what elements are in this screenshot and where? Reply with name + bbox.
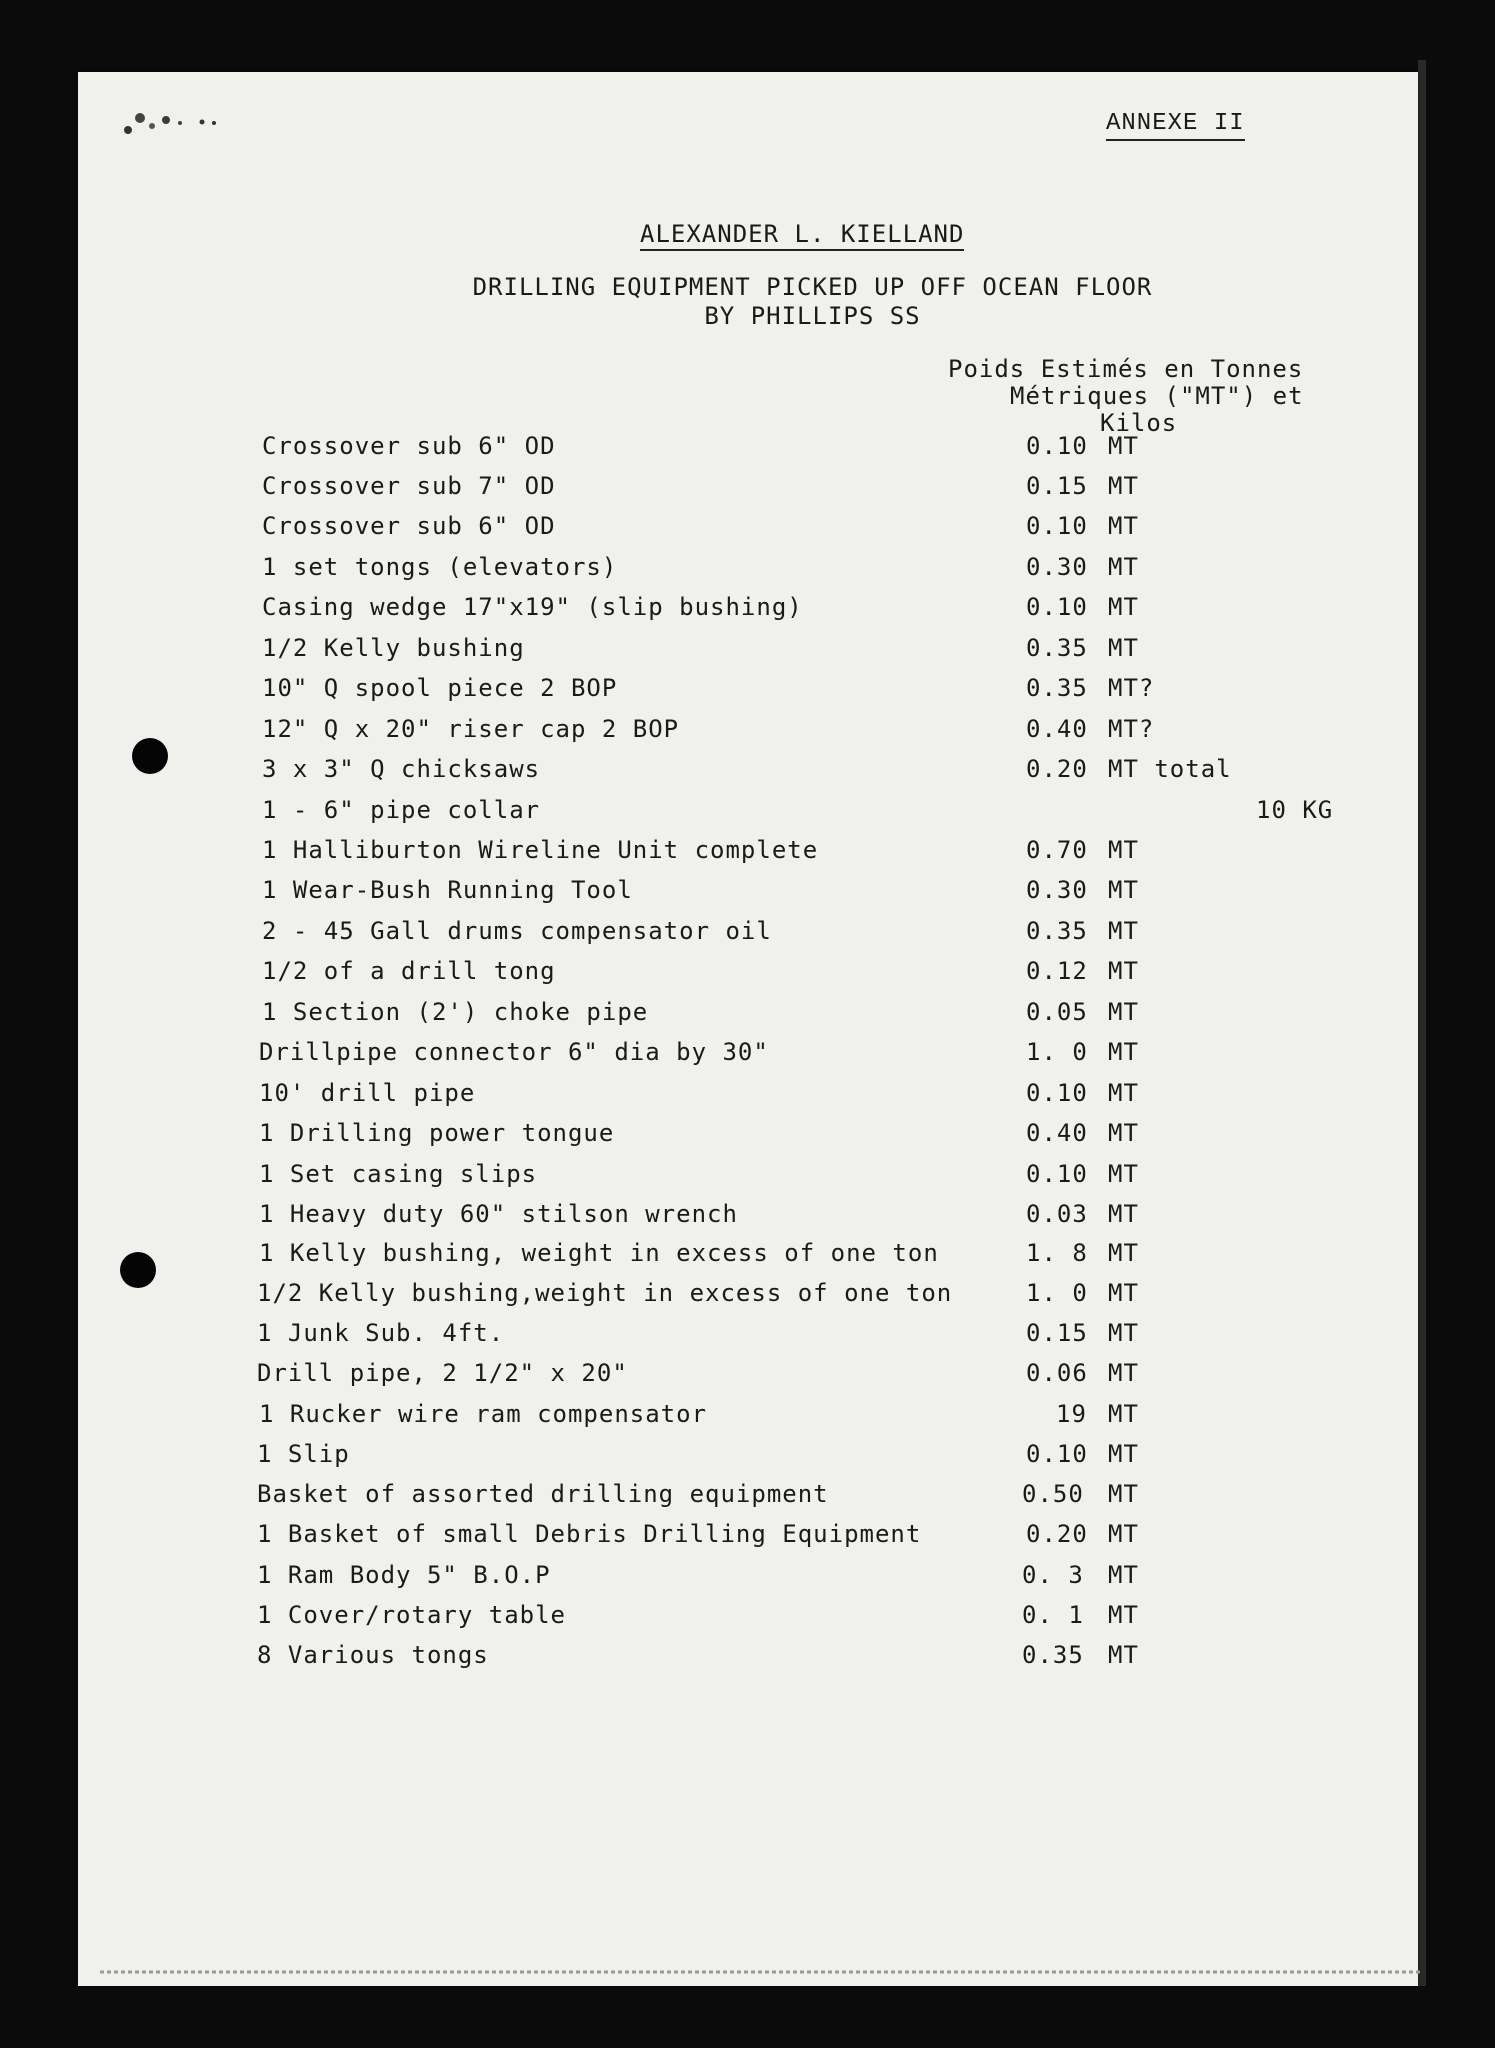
item-weight-value: 0.70 (1026, 836, 1088, 864)
subtitle-line-1: DRILLING EQUIPMENT PICKED UP OFF OCEAN FLOOR (472, 273, 1153, 301)
item-weight-value: 19 (1056, 1400, 1087, 1428)
table-row (0, 1480, 1495, 1510)
item-weight-unit: MT (1108, 998, 1139, 1026)
table-row (0, 1641, 1495, 1671)
item-weight-value: 1. 8 (1026, 1239, 1088, 1267)
item-description: Basket of assorted drilling equipment (257, 1480, 829, 1508)
item-weight-unit: MT (1108, 432, 1139, 460)
item-weight-unit: MT (1108, 1160, 1139, 1188)
item-weight-value: 1. 0 (1026, 1038, 1088, 1066)
table-row (0, 1319, 1495, 1349)
item-weight-unit: MT (1108, 512, 1139, 540)
item-description: 1 Slip (257, 1440, 350, 1468)
item-weight-value: 0.10 (1026, 593, 1088, 621)
item-weight-unit: MT (1108, 472, 1139, 500)
item-description: Casing wedge 17"x19" (slip bushing) (262, 593, 803, 621)
ink-specks (110, 90, 250, 150)
item-weight-value: 0.35 (1026, 674, 1088, 702)
item-weight-unit: MT (1108, 1079, 1139, 1107)
item-weight-unit: MT (1108, 1038, 1139, 1066)
item-description: 1 Cover/rotary table (257, 1601, 566, 1629)
item-weight-value: 0.30 (1026, 876, 1088, 904)
column-header-line-1: Poids Estimés en Tonnes (948, 355, 1304, 383)
item-description: 1/2 Kelly bushing,weight in excess of one ton (257, 1279, 953, 1307)
table-row (0, 917, 1495, 947)
item-description: Drill pipe, 2 1/2" x 20" (257, 1359, 628, 1387)
table-row (0, 1400, 1495, 1430)
item-weight-value: 0.15 (1026, 1319, 1088, 1347)
item-weight-value: 0.35 (1026, 917, 1088, 945)
table-row (0, 1520, 1495, 1550)
table-row (0, 836, 1495, 866)
item-description: 10" Q spool piece 2 BOP (262, 674, 618, 702)
item-weight-value: 0.40 (1026, 1119, 1088, 1147)
item-weight-value: 0.35 (1026, 634, 1088, 662)
item-weight-value: 0.15 (1026, 472, 1088, 500)
table-row (0, 998, 1495, 1028)
item-description: Crossover sub 7" OD (262, 472, 556, 500)
table-row (0, 796, 1495, 826)
table-row (0, 634, 1495, 664)
item-weight-unit: MT (1108, 1400, 1139, 1428)
item-description: 10' drill pipe (259, 1079, 476, 1107)
item-weight-value: 0.06 (1026, 1359, 1088, 1387)
item-weight-unit: MT (1108, 593, 1139, 621)
item-weight-unit: MT (1108, 1601, 1139, 1629)
item-description: Crossover sub 6" OD (262, 432, 556, 460)
table-row (0, 512, 1495, 542)
table-row (0, 593, 1495, 623)
item-description: 12" Q x 20" riser cap 2 BOP (262, 715, 680, 743)
item-description: 1 Wear-Bush Running Tool (262, 876, 633, 904)
item-weight-value: 0.20 (1026, 1520, 1088, 1548)
weight-column-header (948, 356, 1348, 437)
item-description: 1 Set casing slips (259, 1160, 538, 1188)
item-weight-unit: MT (1108, 1359, 1139, 1387)
item-weight-unit: MT (1108, 1440, 1139, 1468)
item-weight-value: 0. 1 (1022, 1601, 1084, 1629)
item-weight-unit: MT total (1108, 755, 1232, 783)
table-row (0, 1038, 1495, 1068)
item-weight-value: 0.10 (1026, 432, 1088, 460)
item-weight-value: 0. 3 (1022, 1561, 1084, 1589)
item-description: 1 Halliburton Wireline Unit complete (262, 836, 819, 864)
table-row (0, 432, 1495, 462)
item-weight-value: 0.10 (1026, 512, 1088, 540)
item-description: 1 Kelly bushing, weight in excess of one ton (259, 1239, 939, 1267)
table-row (0, 1239, 1495, 1269)
annex-label: ANNEXE II (1106, 110, 1245, 141)
item-description: 1 Basket of small Debris Drilling Equipment (257, 1520, 922, 1548)
item-description: 8 Various tongs (257, 1641, 489, 1669)
table-row (0, 957, 1495, 987)
table-row (0, 553, 1495, 583)
item-weight-unit: MT (1108, 836, 1139, 864)
item-weight-value: 1. 0 (1026, 1279, 1088, 1307)
item-weight-unit: MT (1108, 957, 1139, 985)
item-description: 1/2 Kelly bushing (262, 634, 525, 662)
table-row (0, 755, 1495, 785)
item-description: Drillpipe connector 6" dia by 30" (259, 1038, 769, 1066)
item-description: 1 - 6" pipe collar (262, 796, 541, 824)
item-weight-unit: MT (1108, 1641, 1139, 1669)
item-weight-value: 0.30 (1026, 553, 1088, 581)
table-row (0, 1160, 1495, 1190)
item-weight-value: 0.50 (1022, 1480, 1084, 1508)
table-row (0, 1279, 1495, 1309)
item-description: 1 Ram Body 5" B.O.P (257, 1561, 551, 1589)
table-row (0, 1119, 1495, 1149)
item-weight-value: 0.03 (1026, 1200, 1088, 1228)
item-weight-value: 0.10 (1026, 1079, 1088, 1107)
subtitle-line-2: BY PHILLIPS SS (704, 302, 921, 330)
item-description: 1 Heavy duty 60" stilson wrench (259, 1200, 738, 1228)
table-row (0, 1079, 1495, 1109)
item-weight-kilos: 10 KG (1256, 796, 1334, 824)
column-header-line-3: Kilos (1100, 409, 1178, 437)
item-weight-unit: MT (1108, 1520, 1139, 1548)
item-description: 2 - 45 Gall drums compensator oil (262, 917, 772, 945)
item-weight-unit: MT (1108, 634, 1139, 662)
item-weight-unit: MT (1108, 1480, 1139, 1508)
item-description: 1 set tongs (elevators) (262, 553, 618, 581)
table-row (0, 674, 1495, 704)
table-row (0, 715, 1495, 745)
table-row (0, 1561, 1495, 1591)
item-description: 1 Junk Sub. 4ft. (257, 1319, 505, 1347)
item-weight-value: 0.35 (1022, 1641, 1084, 1669)
item-description: 1/2 of a drill tong (262, 957, 556, 985)
item-weight-value: 0.10 (1026, 1440, 1088, 1468)
document-title: ALEXANDER L. KIELLAND (640, 220, 964, 251)
table-row (0, 1200, 1495, 1230)
item-weight-value: 0.40 (1026, 715, 1088, 743)
item-weight-unit: MT? (1108, 715, 1155, 743)
table-row (0, 1601, 1495, 1631)
item-weight-unit: MT (1108, 1239, 1139, 1267)
item-weight-value: 0.05 (1026, 998, 1088, 1026)
bottom-edge-perforation (100, 1968, 1420, 1976)
item-weight-unit: MT (1108, 1561, 1139, 1589)
item-description: 1 Rucker wire ram compensator (259, 1400, 708, 1428)
item-weight-unit: MT (1108, 1119, 1139, 1147)
item-weight-unit: MT (1108, 1279, 1139, 1307)
column-header-line-2: Métriques ("MT") et (1010, 382, 1304, 410)
table-row (0, 876, 1495, 906)
item-weight-unit: MT (1108, 553, 1139, 581)
item-description: Crossover sub 6" OD (262, 512, 556, 540)
item-weight-unit: MT (1108, 1200, 1139, 1228)
item-weight-value: 0.20 (1026, 755, 1088, 783)
item-weight-unit: MT (1108, 917, 1139, 945)
item-description: 1 Section (2') choke pipe (262, 998, 649, 1026)
item-weight-unit: MT (1108, 1319, 1139, 1347)
item-description: 3 x 3" Q chicksaws (262, 755, 541, 783)
item-weight-value: 0.12 (1026, 957, 1088, 985)
document-subtitle (455, 273, 1170, 331)
table-row (0, 1440, 1495, 1470)
item-weight-unit: MT? (1108, 674, 1155, 702)
item-description: 1 Drilling power tongue (259, 1119, 615, 1147)
item-weight-value: 0.10 (1026, 1160, 1088, 1188)
table-row (0, 1359, 1495, 1389)
item-weight-unit: MT (1108, 876, 1139, 904)
table-row (0, 472, 1495, 502)
